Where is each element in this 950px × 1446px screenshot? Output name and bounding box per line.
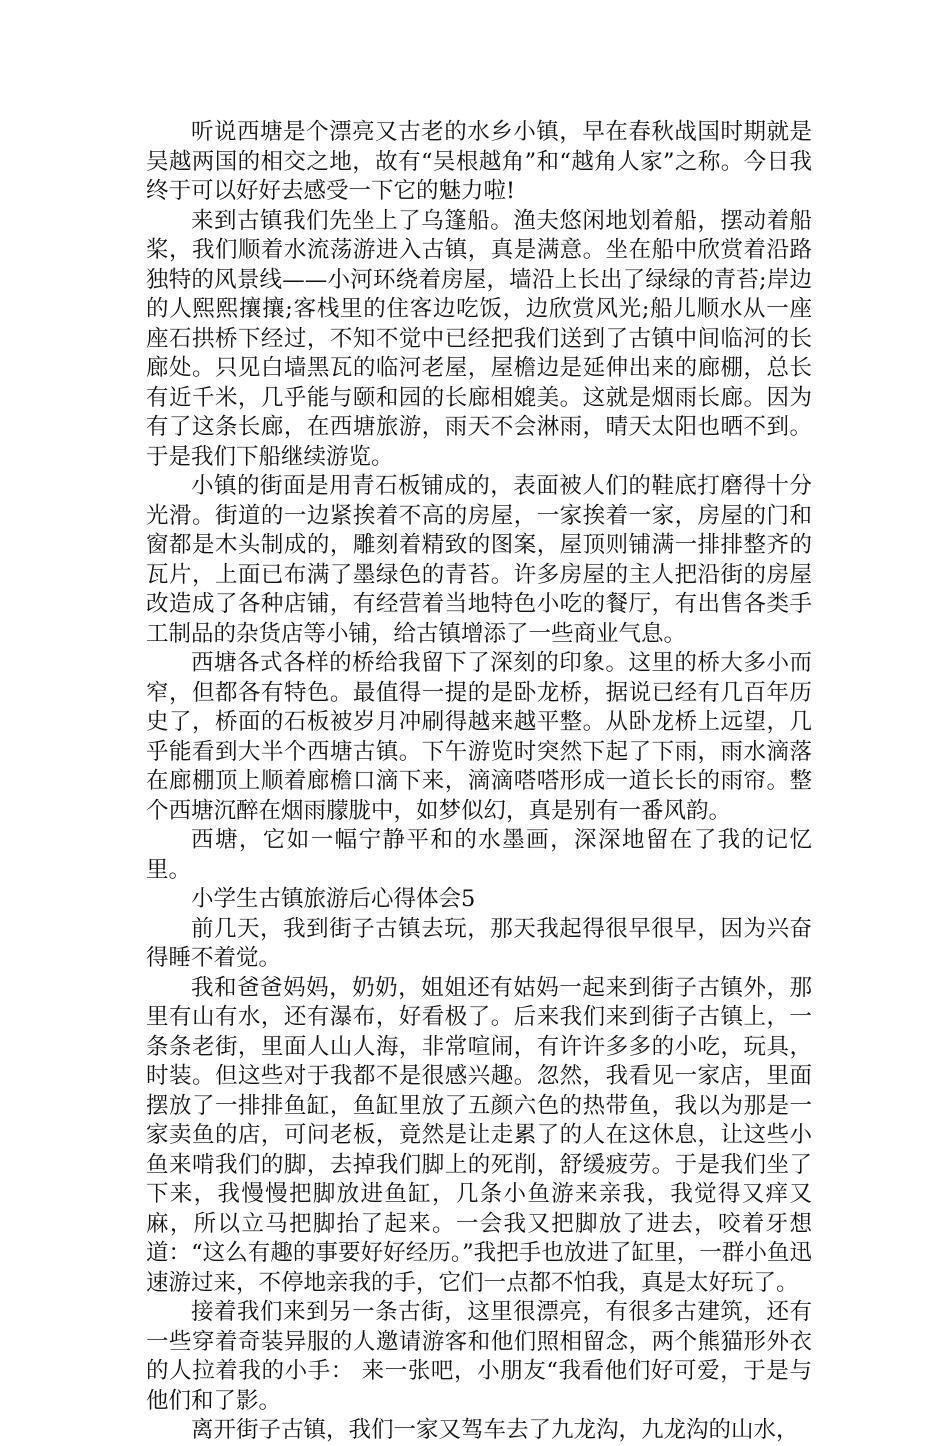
paragraph-fish-spa: 我和爸爸妈妈，奶奶，姐姐还有姑妈一起来到街子古镇外，那里有山有水，还有瀑布，好看极了。后来我们来到街子古镇上，一条条老街，里面人山人海，非常喧闹，有许许多多的小吃，玩具，时装。但这些对于我都不是很感兴趣。忽然，我看见一家店，里面摆放了一排排鱼缸，鱼缸里放了五颜六色的热带鱼，我以为那是一家卖鱼的店，可问老板，竟然是让走累了的人在这休息，让这些小鱼来啃我们的脚，去掉我们脚上的死削，舒缓疲劳。于是我们坐了下来，我慢慢把脚放进鱼缸，几条小鱼游来亲我，我觉得又痒又麻，所以立马把脚抬了起来。一会我又把脚放了进去，咬着牙想道：“这么有趣的事要好好经历。”我把手也放进了缸里，一群小鱼迅速游过来，不停地亲我的手，它们一点都不怕我，真是太好玩了。	[146, 974, 812, 1296]
paragraph-bridges: 西塘各式各样的桥给我留下了深刻的印象。这里的桥大多小而窄，但都各有特色。最值得一提的是卧龙桥，据说已经有几百年历史了，桥面的石板被岁月冲刷得越来越平整。从卧龙桥上远望，几乎能看到大半个西塘古镇。下午游览时突然下起了下雨，雨水滴落在廊棚顶上顺着廊檐口滴下来，滴滴嗒嗒形成一道长长的雨帘。整个西塘沉醉在烟雨朦胧中，如梦似幻，真是别有一番风韵。	[146, 650, 812, 824]
paragraph-old-street: 接着我们来到另一条古街，这里很漂亮，有很多古建筑，还有一些穿着奇装异服的人邀请游客和他们照相留念，两个熊猫形外衣的人拉着我的小手： 来一张吧，小朋友“我看他们好可爱，于是与他们和了影。	[146, 1299, 812, 1414]
paragraph-xitang-intro: 听说西塘是个漂亮又古老的水乡小镇，早在春秋战国时期就是吴越两国的相交之地，故有“吴根越角”和“越角人家”之称。今日我终于可以好好去感受一下它的魅力啦!	[146, 119, 812, 204]
paragraph-jiulonggou: 离开街子古镇，我们一家又驾车去了九龙沟，九龙沟的山水，	[191, 1417, 799, 1443]
paragraph-conclusion: 西塘，它如一幅宁静平和的水墨画，深深地留在了我的记忆里。	[146, 827, 812, 883]
paragraph-boat-ride: 来到古镇我们先坐上了乌篷船。渔夫悠闲地划着船，摆动着船桨，我们顺着水流荡游进入古镇，真是满意。坐在船中欣赏着沿路独特的风景线——小河环绕着房屋，墙沿上长出了绿绿的青苔;岸边的人熙熙攘攘;客栈里的住客边吃饭，边欣赏风光;船儿顺水从一座座石拱桥下经过，不知不觉中已经把我们送到了古镇中间临河的长廊处。只见白墙黑瓦的临河老屋，屋檐边是延伸出来的廊棚，总长有近千米，几乎能与颐和园的长廊相媲美。这就是烟雨长廊。因为有了这条长廊，在西塘旅游，雨天不会淋雨，晴天太阳也晒不到。于是我们下船继续游览。	[146, 207, 812, 470]
paragraph-jiezi-start: 前几天，我到街子古镇去玩，那天我起得很早很早，因为兴奋得睡不着觉。	[146, 915, 812, 971]
document-body	[146, 118, 812, 1446]
paragraph-street: 小镇的街面是用青石板铺成的，表面被人们的鞋底打磨得十分光滑。街道的一边紧挨着不高的房屋，一家挨着一家，房屋的门和窗都是木头制成的，雕刻着精致的图案，屋顶则铺满一排排整齐的瓦片，上面已布满了墨绿色的青苔。许多房屋的主人把沿街的房屋改造成了各种店铺，有经营着当地特色小吃的餐厅，有出售各类手工制品的杂货店等小铺，给古镇增添了一些商业气息。	[146, 473, 812, 647]
section-heading: 小学生古镇旅游后心得体会5	[191, 886, 476, 912]
